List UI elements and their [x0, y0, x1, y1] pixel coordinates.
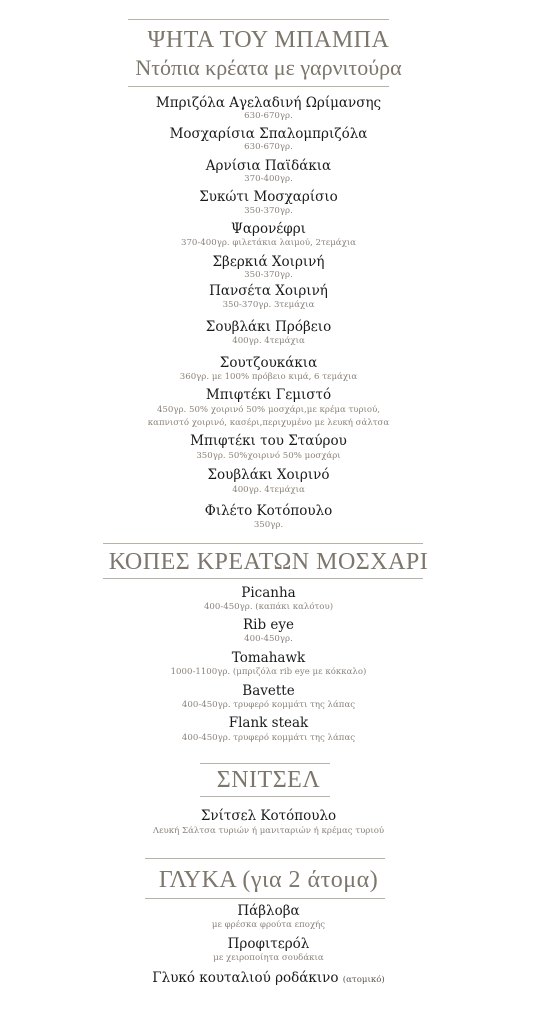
menu-item-name: Μπριζόλα Αγελαδινή Ωρίμανσης — [155, 95, 382, 111]
menu-item-name: Πανσέτα Χοιρινή — [209, 283, 328, 299]
menu-item-desc: με φρέσκα φρούτα εποχής — [211, 920, 326, 930]
menu-item-desc: 630-670γρ. — [244, 142, 293, 152]
section-bottom-rule — [128, 86, 389, 87]
section-title-schnitzel: ΣΝΙΤΣΕΛ — [216, 767, 321, 793]
menu-item-name: Σουβλάκι Χοιρινό — [207, 467, 330, 483]
section-top-rule — [200, 763, 330, 764]
menu-item-name: Σουτζουκάκια — [219, 355, 318, 371]
menu-item-desc: 370-400γρ. — [244, 174, 293, 184]
menu-item-desc: Λευκή Σάλτσα τυριών ή μανιταριών ή κρέμας τυριού — [152, 826, 385, 836]
menu-item-name: Σνίτσελ Κοτόπουλο — [200, 808, 337, 824]
menu-item-name: Προφιτερόλ — [227, 936, 310, 952]
menu-item-name: Γλυκό κουταλιού ροδάκινο — [152, 970, 339, 986]
menu-item-desc: 1000-1100γρ. (μπριζόλα rib eye με κόκκαλο) — [170, 667, 367, 677]
menu-item-name: Bavette — [242, 683, 295, 699]
menu-item-name: Αρνίσια Παϊδάκια — [205, 158, 332, 174]
section-title-desserts: ΓΛΥΚΑ (για 2 άτομα) — [158, 867, 379, 893]
section-top-rule — [103, 543, 423, 544]
menu-item-desc: 350-370γρ. 3τεμάχια — [222, 300, 315, 310]
menu-item-desc: 400-450γρ. — [244, 634, 293, 644]
menu-item-desc: 400-450γρ. τρυφερό κομμάτι της λάπας — [181, 700, 356, 710]
menu-item-name: Σβερκιά Χοιρινή — [212, 254, 325, 270]
menu-item-name: Πάβλοβα — [237, 903, 300, 919]
section-subtitle-grill: Ντόπια κρέατα με γαρνιτούρα — [135, 55, 402, 80]
menu-item-name: Picanha — [241, 585, 296, 601]
menu-item-desc: 400γρ. 4τεμάχια — [232, 485, 305, 495]
menu-item-name: Φιλέτο Κοτόπουλο — [204, 503, 333, 519]
menu-item-desc: 350-370γρ. — [244, 206, 293, 216]
menu-item-desc: 360γρ. με 100% πρόβειο κιμά, 6 τεμάχια — [179, 372, 358, 382]
menu-item-name: Flank steak — [228, 715, 309, 731]
menu-item-name: Συκώτι Μοσχαρίσιο — [199, 189, 338, 205]
menu-item-desc: 350γρ. 50%χοιρινό 50% μοσχάρι — [196, 451, 341, 461]
menu-item-note: (ατομικό) — [342, 975, 385, 985]
menu-item-name: Rib eye — [242, 617, 295, 633]
menu-item-desc: καπνιστό χοιρινό, κασέρι,περιχυμένο με λευκή σάλτσα — [147, 418, 390, 428]
menu-item-desc: 400-450γρ. τρυφερό κομμάτι της λάπας — [181, 733, 356, 743]
menu-item-desc: 370-400γρ. φιλετάκια λαιμού, 2τεμάχια — [181, 238, 356, 248]
menu-item-name: Σουβλάκι Πρόβειο — [205, 319, 332, 335]
section-bottom-rule — [103, 578, 423, 579]
section-top-rule — [145, 858, 385, 859]
menu-item-name: Ψαρονέφρι — [231, 221, 306, 237]
menu-item-desc: 450γρ. 50% χοιρινό 50% μοσχάρι,με κρέμα τυριού, — [156, 405, 381, 415]
menu-item-desc: με χειροποίητα σουδάκια — [213, 953, 324, 963]
menu-item-desc: 400-450γρ. (καπάκι καλότου) — [203, 602, 334, 612]
section-bottom-rule — [200, 796, 330, 797]
menu-item-desc: 400γρ. 4τεμάχια — [232, 336, 305, 346]
menu-item-desc: 630-670γρ. — [244, 111, 293, 121]
menu-item-name: Μοσχαρίσια Σπαλομπριζόλα — [169, 126, 368, 142]
menu-item-name: Μπιφτέκι Γεμιστό — [205, 387, 332, 403]
section-top-rule — [128, 19, 389, 20]
menu-item-desc: 350γρ. — [253, 520, 284, 530]
menu-item-row — [0, 970, 537, 989]
menu-item-name: Tomahawk — [231, 650, 306, 666]
section-title-grill: ΨΗΤΑ ΤΟΥ ΜΠΑΜΠΑ — [147, 27, 390, 53]
menu-item-desc: 350-370γρ. — [244, 270, 293, 280]
menu-item-name: Μπιφτέκι του Σταύρου — [190, 433, 347, 449]
section-title-beef-cuts: ΚΟΠΕΣ ΚΡΕΑΤΩΝ ΜΟΣΧΑΡΙ — [108, 549, 429, 575]
section-bottom-rule — [145, 898, 385, 899]
